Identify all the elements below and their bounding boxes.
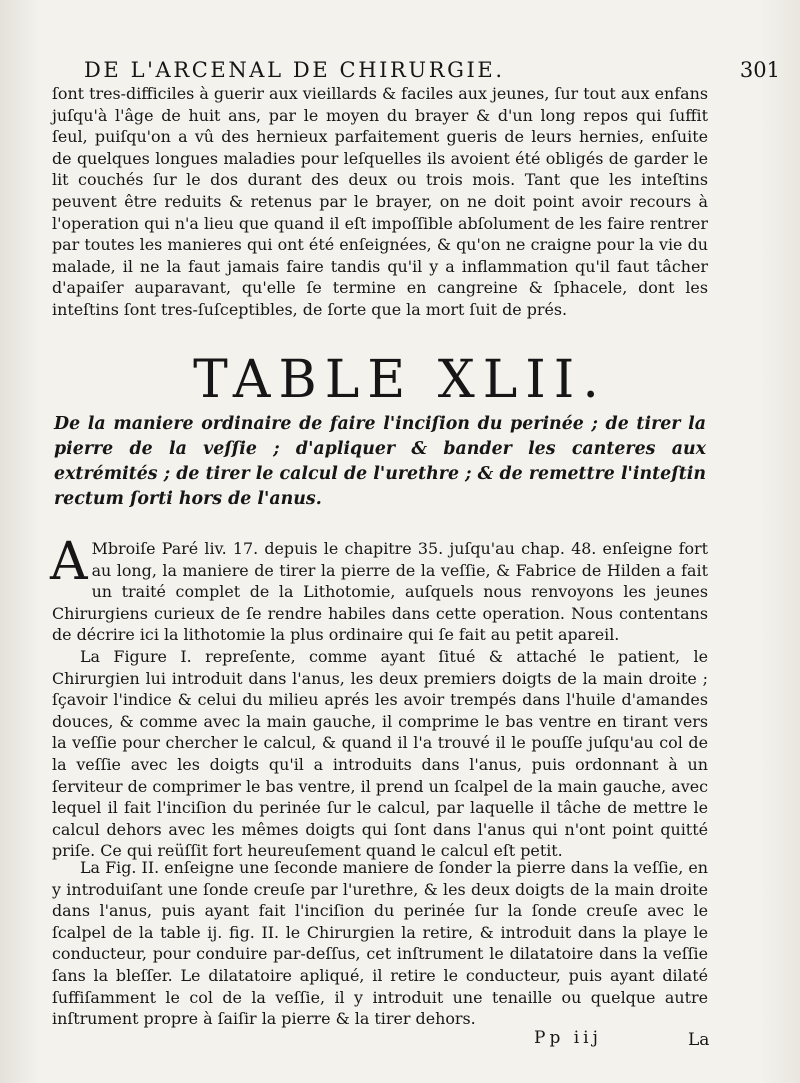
catchword: La (688, 1030, 710, 1050)
paragraph-opening (50, 532, 708, 646)
paragraph-figure-2: La Fig. II. enſeigne une ſeconde maniere de ſonder la pierre dans la veſſie, en y introduiſant une ſonde creuſe par l'urethre, & les deux doigts de la main droite dans l'anus, puis ayant fait l'inciſion du perinée ſur la ſonde creuſe avec le ſcalpel de la table ij. fig. II. le Chirurgien la retire, & introduit dans la playe le conducteur, pour conduire par-deſſus, cet inſtrument le dilatatoire dans la veſſie ſans la bleſſer. Le dilatatoire apliqué, il retire le conducteur, puis ayant dilaté ſuffiſamment le col de la veſſie, il y introduit une tenaille ou quelque autre inſtrument propre à ſaiſir la pierre & la tirer dehors. (52, 858, 708, 1029)
page-number: 301 (739, 58, 780, 82)
table-subtitle: De la maniere ordinaire de faire l'inciſion du perinée ; de tirer la pierre de la veſſie ; d'apliquer & bander les canteres aux extrémités ; de tirer le calcul de l'urethre ; & de remettre l'inteſtin rectum ſorti hors de l'anus. (54, 414, 706, 509)
signature-mark: Pp iij (534, 1028, 602, 1048)
table-heading: TABLE XLII. (193, 350, 607, 410)
running-title: DE L'ARCENAL DE CHIRURGIE. (84, 58, 505, 82)
paragraph-figure-1: La Figure I. repreſente, comme ayant ſitué & attaché le patient, le Chirurgien lui introduit dans l'anus, les deux premiers doigts de la main droite ; ſçavoir l'indice & celui du milieu aprés les avoir trempés dans l'huile d'amandes douces, & comme avec la main gauche, il comprime le bas ventre en tirant vers la veſſie pour chercher le calcul, & quand il l'a trouvé il le pouſſe juſqu'au col de la veſſie avec les doigts qu'il a introduits dans l'anus, puis ordonnant à un ſerviteur de comprimer le bas ventre, il prend un ſcalpel de la main gauche, avec lequel il fait l'inciſion du perinée ſur le calcul, par laquelle il tâche de mettre le calcul dehors avec les mêmes doigts qui ſont dans l'anus qui n'ont point quitté priſe. Ce qui reüſſit fort heureuſement quand le calcul eſt petit. (52, 647, 708, 861)
paragraph-opening-text: Mbroiſe Paré liv. 17. depuis le chapitre 35. juſqu'au chap. 48. enſeigne fort au long, la maniere de tirer la pierre de la veſſie, & Fabrice de Hilden a fait un traité complet de la Lithotomie, auſquels nous renvoyons les jeunes Chirurgiens curieux de ſe rendre habiles dans cette operation. Nous contentans de décrire ici la lithotomie la plus ordinaire qui ſe fait au petit apareil. (52, 539, 708, 645)
drop-cap: A (50, 532, 88, 592)
paragraph-continued: ſont tres-difficiles à guerir aux vieillards & faciles aux jeunes, ſur tout aux enfans juſqu'à l'âge de huit ans, par le moyen du brayer & d'un long repos qui ſuffit ſeul, puiſqu'on a vû des hernieux parfaitement gueris de leurs hernies, enſuite de quelques longues maladies pour leſquelles ils avoient été obligés de garder le lit couchés ſur le dos durant des deux ou trois mois. Tant que les inteſtins peuvent être reduits & retenus par le brayer, on ne doit point avoir recours à l'operation qui n'a lieu que quand il eſt impoſſible abſolument de les faire rentrer par toutes les manieres qui ont été enſeignées, & qu'on ne craigne pour la vie du malade, il ne la faut jamais faire tandis qu'il y a inflammation qu'il faut tâcher d'apaiſer auparavant, qu'elle ſe termine en cangreine & ſphacele, dont les inteſtins ſont tres-ſuſceptibles, de ſorte que la mort ſuit de prés. (52, 84, 708, 319)
